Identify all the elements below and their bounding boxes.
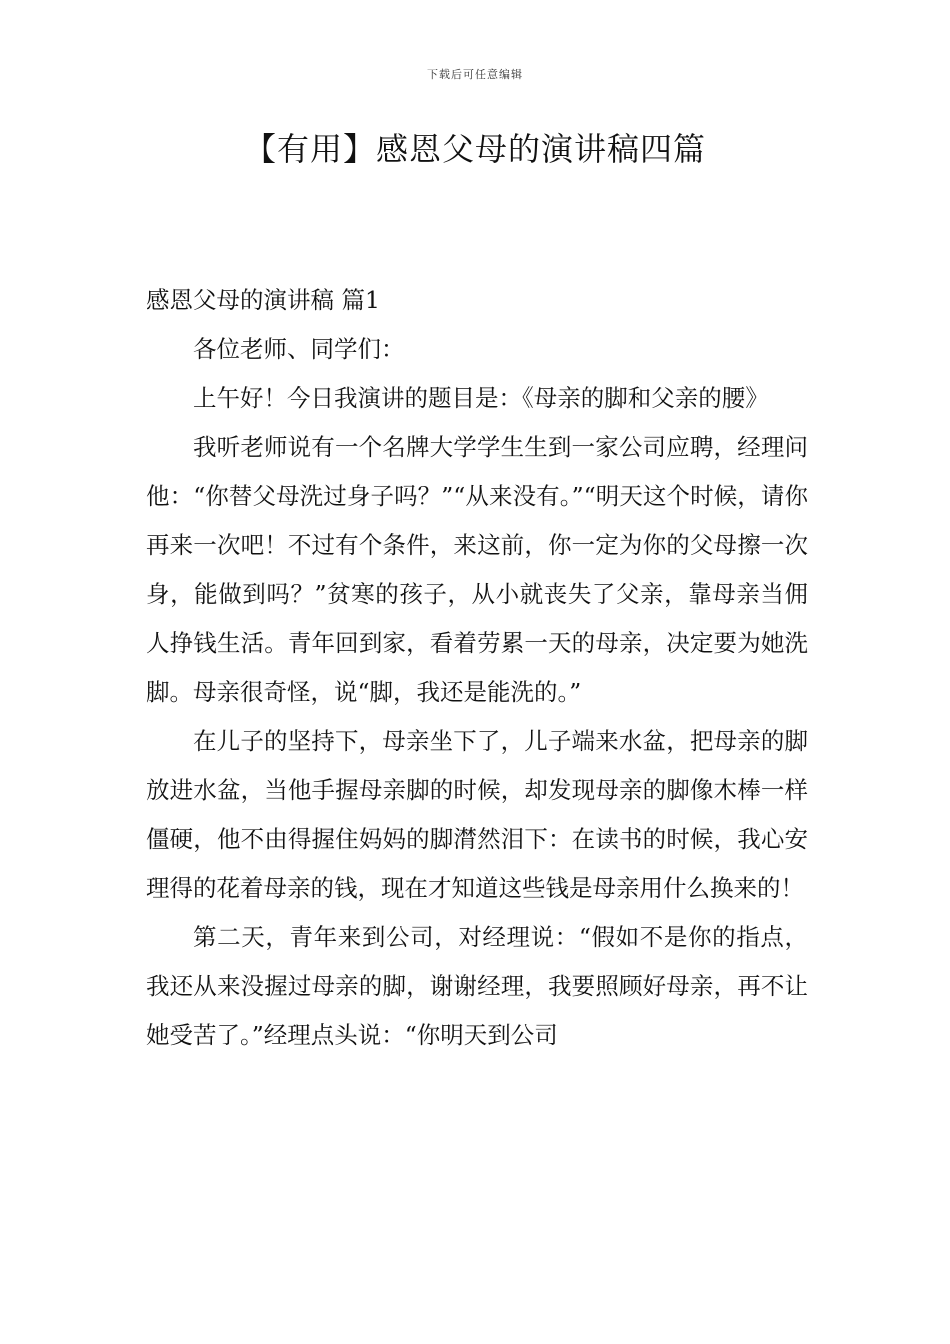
document-title: 【有用】感恩父母的演讲稿四篇 bbox=[243, 130, 706, 168]
header-note: 下载后可任意编辑 bbox=[427, 68, 523, 81]
document-body bbox=[146, 276, 808, 1060]
paragraph-story-2: 在儿子的坚持下，母亲坐下了，儿子端来水盆，把母亲的脚放进水盆，当他手握母亲脚的时候，却发现母亲的脚像木棒一样僵硬，他不由得握住妈妈的脚潸然泪下：在读书的时候，我心安理得的花着母亲的钱，现在才知道这些钱是母亲用什么换来的！ bbox=[146, 727, 808, 902]
paragraph-story-3: 第二天，青年来到公司，对经理说：“假如不是你的指点，我还从来没握过母亲的脚，谢谢经理，我要照顾好母亲，再不让她受苦了。”经理点头说：“你明天到公司 bbox=[146, 923, 808, 1049]
paragraph-story-1: 我听老师说有一个名牌大学学生生到一家公司应聘，经理问他：“你替父母洗过身子吗？”“从来没有。”“明天这个时候，请你再来一次吧！不过有个条件，来这前，你一定为你的父母擦一次身，能做到吗？”贫寒的孩子，从小就丧失了父亲，靠母亲当佣人挣钱生活。青年回到家，看着劳累一天的母亲，决定要为她洗脚。母亲很奇怪，说“脚，我还是能洗的。” bbox=[146, 433, 808, 706]
section-heading: 感恩父母的演讲稿 篇1 bbox=[146, 286, 380, 314]
paragraph-greeting: 各位老师、同学们： bbox=[193, 335, 405, 363]
paragraph-topic: 上午好！今日我演讲的题目是：《母亲的脚和父亲的腰》 bbox=[193, 384, 769, 412]
